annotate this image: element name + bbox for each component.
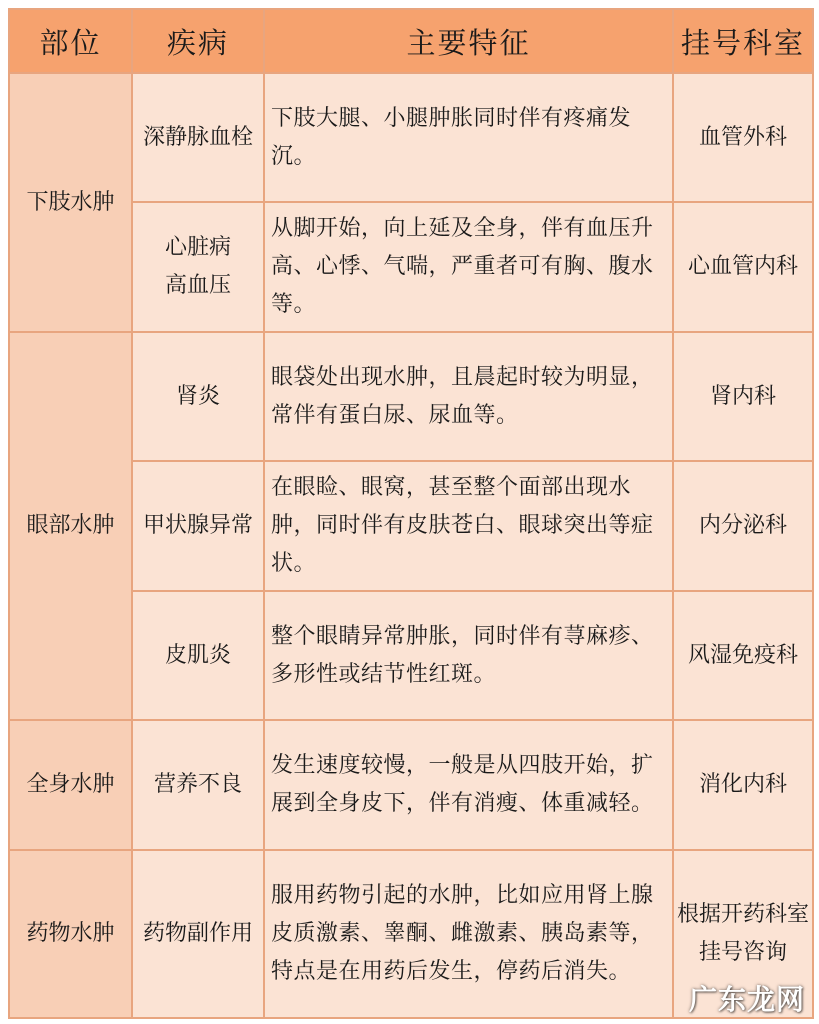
disease-cell: 营养不良 bbox=[132, 720, 264, 850]
feature-cell: 整个眼睛异常肿胀，同时伴有荨麻疹、多形性或结节性红斑。 bbox=[264, 591, 673, 720]
department-cell: 内分泌科 bbox=[673, 461, 813, 591]
part-cell-drug: 药物水肿 bbox=[9, 850, 132, 1018]
header-department: 挂号科室 bbox=[673, 9, 813, 73]
feature-cell: 从脚开始，向上延及全身，伴有血压升高、心悸、气喘，严重者可有胸、腹水等。 bbox=[264, 202, 673, 332]
department-cell: 心血管内科 bbox=[673, 202, 813, 332]
part-cell-whole-body: 全身水肿 bbox=[9, 720, 132, 850]
table-header-row bbox=[9, 9, 813, 73]
symptom-table-container bbox=[8, 8, 812, 1016]
part-cell-lower-limb: 下肢水肿 bbox=[9, 73, 132, 332]
edema-department-table bbox=[8, 8, 814, 1019]
feature-cell: 眼袋处出现水肿，且晨起时较为明显，常伴有蛋白尿、尿血等。 bbox=[264, 332, 673, 461]
header-feature: 主要特征 bbox=[264, 9, 673, 73]
feature-cell: 下肢大腿、小腿肿胀同时伴有疼痛发沉。 bbox=[264, 73, 673, 202]
feature-cell: 发生速度较慢，一般是从四肢开始，扩展到全身皮下，伴有消瘦、体重减轻。 bbox=[264, 720, 673, 850]
disease-cell: 心脏病 高血压 bbox=[132, 202, 264, 332]
department-cell: 血管外科 bbox=[673, 73, 813, 202]
table-row bbox=[9, 332, 813, 461]
department-cell: 肾内科 bbox=[673, 332, 813, 461]
site-watermark: 广东龙网 bbox=[688, 983, 805, 1016]
disease-cell: 深静脉血栓 bbox=[132, 73, 264, 202]
department-cell: 风湿免疫科 bbox=[673, 591, 813, 720]
disease-cell: 肾炎 bbox=[132, 332, 264, 461]
header-disease: 疾病 bbox=[132, 9, 264, 73]
disease-cell: 甲状腺异常 bbox=[132, 461, 264, 591]
feature-cell: 在眼睑、眼窝，甚至整个面部出现水肿，同时伴有皮肤苍白、眼球突出等症状。 bbox=[264, 461, 673, 591]
table-row bbox=[9, 720, 813, 850]
disease-cell: 皮肌炎 bbox=[132, 591, 264, 720]
department-cell: 消化内科 bbox=[673, 720, 813, 850]
part-cell-eye: 眼部水肿 bbox=[9, 332, 132, 720]
disease-cell: 药物副作用 bbox=[132, 850, 264, 1018]
header-part: 部位 bbox=[9, 9, 132, 73]
feature-cell: 服用药物引起的水肿，比如应用肾上腺皮质激素、睾酮、雌激素、胰岛素等，特点是在用药后发生，停药后消失。 bbox=[264, 850, 673, 1018]
table-row bbox=[9, 73, 813, 202]
department-cell: 根据开药科室挂号咨询 bbox=[673, 850, 813, 1018]
